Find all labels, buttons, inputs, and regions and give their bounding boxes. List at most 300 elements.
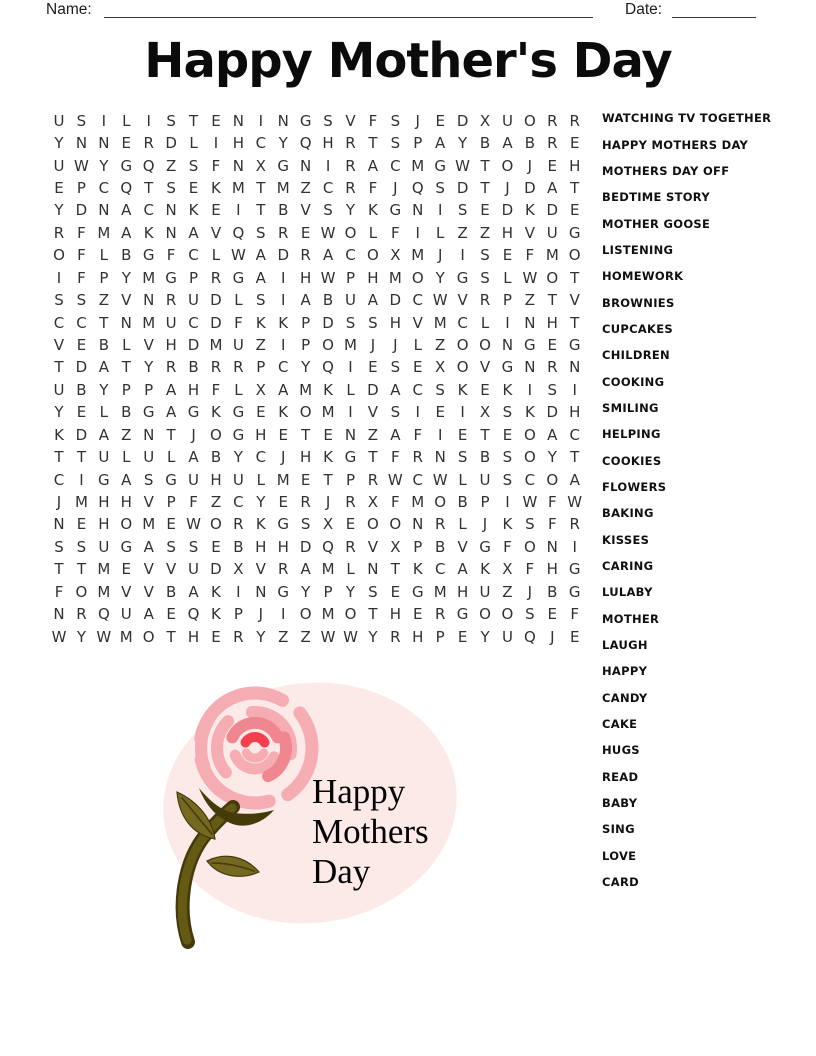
grid-cell: U [120, 605, 132, 624]
grid-cell: Q [232, 223, 245, 242]
grid-cell: S [390, 358, 401, 377]
grid-cell: N [232, 156, 244, 175]
grid-cell: I [460, 246, 465, 265]
grid-cell: E [211, 111, 221, 130]
grid-cell: H [367, 268, 379, 287]
grid-cell: E [547, 336, 558, 355]
grid-cell: N [546, 537, 558, 556]
grid-cell: Z [300, 627, 311, 646]
grid-cell: N [255, 582, 267, 601]
grid-cell: D [456, 179, 469, 198]
grid-cell: W [186, 515, 201, 534]
rose-caption [312, 772, 429, 892]
grid-cell: L [458, 515, 467, 534]
grid-cell: B [479, 134, 491, 153]
grid-cell: S [390, 134, 401, 153]
grid-cell: O [546, 470, 559, 489]
grid-cell: X [435, 358, 446, 377]
grid-cell: G [568, 560, 581, 579]
grid-cell: K [278, 313, 289, 332]
grid-cell: R [547, 134, 558, 153]
grid-cell: F [503, 537, 512, 556]
word-list-item: COOKING [602, 374, 665, 389]
grid-cell: L [413, 336, 422, 355]
grid-cell: L [99, 403, 109, 422]
grid-cell: I [213, 134, 219, 153]
grid-cell: S [390, 403, 401, 422]
grid-cell: Y [256, 492, 266, 511]
grid-cell: V [210, 223, 222, 242]
grid-cell: Z [165, 156, 177, 175]
grid-cell: V [569, 291, 580, 310]
grid-cell: Z [210, 492, 222, 511]
grid-cell: H [255, 425, 267, 444]
grid-cell: W [432, 291, 448, 310]
grid-cell: A [165, 403, 177, 422]
grid-cell: D [210, 313, 222, 332]
grid-cell: S [345, 313, 356, 332]
grid-cell: G [277, 515, 290, 534]
grid-cell: S [502, 403, 513, 422]
grid-cell: I [348, 403, 353, 422]
grid-cell: W [96, 627, 112, 646]
grid-cell: I [348, 358, 353, 377]
grid-cell: F [189, 492, 198, 511]
grid-cell: C [98, 179, 110, 198]
grid-cell: F [368, 179, 378, 198]
grid-cell: R [434, 515, 446, 534]
grid-cell: G [568, 582, 581, 601]
grid-cell: U [188, 560, 200, 579]
grid-cell: F [547, 515, 557, 534]
grid-cell: L [122, 448, 131, 467]
grid-cell: G [142, 246, 155, 265]
grid-cell: P [301, 336, 311, 355]
grid-cell: L [234, 380, 243, 399]
grid-cell: O [53, 246, 65, 265]
grid-cell: H [569, 156, 581, 175]
grid-cell: T [166, 627, 176, 646]
grid-cell: V [143, 582, 154, 601]
word-list-item: HELPING [602, 427, 661, 442]
grid-cell: Y [54, 403, 64, 422]
grid-cell: J [550, 627, 555, 646]
grid-cell: H [210, 470, 222, 489]
word-list-item: CARD [602, 875, 639, 890]
grid-cell: I [281, 268, 286, 287]
grid-cell: O [299, 403, 312, 422]
grid-cell: J [527, 156, 533, 175]
grid-cell: I [236, 582, 241, 601]
grid-cell: I [460, 403, 465, 422]
grid-cell: A [121, 470, 132, 489]
grid-cell: R [143, 134, 154, 153]
grid-cell: T [99, 313, 109, 332]
grid-cell: H [569, 403, 581, 422]
grid-cell: B [98, 336, 109, 355]
grid-cell: Q [411, 179, 424, 198]
grid-cell: O [322, 336, 334, 355]
grid-cell: R [412, 448, 423, 467]
grid-cell: J [527, 582, 533, 601]
grid-cell: B [121, 403, 132, 422]
grid-cell: B [457, 492, 468, 511]
grid-cell: N [569, 358, 581, 377]
grid-cell: E [502, 425, 513, 444]
grid-cell: P [480, 492, 490, 511]
grid-cell: J [505, 179, 510, 198]
grid-cell: B [547, 582, 558, 601]
grid-cell: P [99, 268, 109, 287]
grid-cell: T [166, 425, 176, 444]
rose-caption-line: Mothers [312, 812, 429, 851]
grid-cell: I [236, 201, 241, 220]
grid-cell: K [323, 380, 333, 399]
grid-cell: P [413, 537, 423, 556]
grid-cell: O [210, 515, 222, 534]
grid-cell: L [122, 336, 131, 355]
grid-cell: F [77, 223, 86, 242]
grid-cell: S [547, 380, 558, 399]
grid-cell: V [255, 560, 266, 579]
grid-cell: S [480, 246, 490, 265]
grid-cell: S [525, 605, 535, 624]
grid-cell: L [480, 313, 490, 332]
grid-cell: E [166, 605, 176, 624]
grid-cell: S [54, 537, 64, 556]
grid-cell: T [54, 448, 64, 467]
grid-cell: N [367, 560, 379, 579]
grid-cell: G [501, 358, 514, 377]
grid-cell: M [411, 246, 425, 265]
word-list-item: MOTHER GOOSE [602, 216, 711, 231]
grid-cell: R [569, 515, 580, 534]
grid-cell: A [188, 582, 199, 601]
grid-cell: E [480, 201, 490, 220]
grid-cell: M [433, 582, 447, 601]
grid-cell: O [523, 448, 536, 467]
grid-cell: I [56, 268, 62, 287]
grid-cell: W [387, 470, 403, 489]
grid-cell: Z [300, 179, 311, 198]
grid-cell: L [458, 470, 467, 489]
grid-cell: D [75, 425, 88, 444]
grid-cell: A [569, 470, 580, 489]
grid-cell: M [231, 179, 245, 198]
word-list-item: BROWNIES [602, 295, 675, 310]
grid-cell: U [188, 291, 200, 310]
grid-cell: S [502, 470, 513, 489]
grid-cell: B [233, 537, 244, 556]
grid-cell: R [345, 537, 356, 556]
grid-cell: D [187, 336, 200, 355]
grid-cell: D [546, 403, 559, 422]
grid-cell: O [210, 425, 222, 444]
grid-cell: Y [435, 268, 445, 287]
grid-cell: S [300, 515, 311, 534]
grid-cell: Y [345, 201, 356, 220]
grid-cell: F [525, 560, 535, 579]
grid-cell: L [234, 291, 243, 310]
grid-cell: U [53, 380, 65, 399]
grid-cell: K [367, 201, 378, 220]
grid-cell: J [370, 336, 376, 355]
grid-cell: O [367, 246, 379, 265]
grid-cell: K [412, 560, 423, 579]
grid-cell: F [166, 246, 176, 265]
grid-cell: N [524, 313, 536, 332]
grid-cell: Y [99, 156, 109, 175]
word-list-item: WATCHING TV TOGETHER [602, 111, 772, 126]
grid-cell: E [413, 358, 423, 377]
grid-cell: E [413, 605, 423, 624]
grid-cell: G [165, 470, 177, 489]
grid-cell: M [97, 582, 111, 601]
grid-cell: D [210, 291, 222, 310]
date-label: Date: [625, 1, 663, 18]
grid-cell: P [345, 268, 356, 287]
grid-cell: N [165, 223, 177, 242]
grid-cell: N [143, 291, 155, 310]
grid-cell: Z [524, 291, 535, 310]
grid-cell: J [325, 492, 331, 511]
grid-cell: A [390, 425, 401, 444]
grid-cell: K [323, 448, 333, 467]
grid-cell: H [187, 627, 200, 646]
grid-cell: C [188, 246, 199, 265]
grid-cell: G [389, 201, 402, 220]
grid-cell: S [435, 380, 445, 399]
word-list-item: CANDY [602, 690, 648, 705]
grid-cell: Y [278, 134, 288, 153]
grid-cell: D [456, 111, 469, 130]
grid-cell: H [389, 605, 401, 624]
grid-cell: E [390, 582, 401, 601]
word-list-item: FLOWERS [602, 479, 667, 494]
grid-cell: Q [120, 179, 133, 198]
grid-cell: S [435, 179, 445, 198]
grid-cell: M [97, 223, 111, 242]
grid-cell: O [344, 223, 357, 242]
grid-cell: T [368, 448, 378, 467]
grid-cell: V [121, 291, 132, 310]
grid-cell: J [258, 605, 264, 624]
grid-cell: A [98, 358, 109, 377]
grid-cell: U [479, 470, 491, 489]
grid-cell: Z [121, 425, 132, 444]
grid-cell: S [256, 223, 266, 242]
grid-cell: N [120, 313, 132, 332]
grid-cell: S [323, 201, 333, 220]
grid-cell: Y [233, 448, 243, 467]
grid-cell: V [143, 336, 154, 355]
grid-cell: A [143, 605, 154, 624]
grid-cell: B [524, 134, 536, 153]
grid-cell: D [546, 201, 559, 220]
grid-cell: M [142, 313, 156, 332]
grid-cell: I [101, 111, 107, 130]
grid-cell: D [75, 358, 88, 377]
grid-cell: L [166, 448, 176, 467]
grid-cell: A [143, 537, 154, 556]
grid-cell: W [455, 156, 471, 175]
grid-cell: O [299, 605, 312, 624]
grid-cell: A [367, 156, 379, 175]
grid-cell: L [436, 223, 445, 242]
grid-cell: O [367, 515, 379, 534]
grid-cell: A [457, 560, 468, 579]
grid-cell: E [166, 515, 176, 534]
grid-cell: R [569, 111, 580, 130]
grid-cell: E [547, 605, 558, 624]
grid-cell: G [524, 336, 536, 355]
grid-cell: C [76, 313, 87, 332]
grid-cell: J [415, 111, 420, 130]
grid-cell: K [143, 223, 154, 242]
grid-cell: H [98, 492, 110, 511]
grid-cell: U [53, 111, 65, 130]
grid-cell: A [547, 425, 558, 444]
grid-cell: R [233, 627, 244, 646]
grid-cell: T [547, 291, 557, 310]
grid-cell: X [390, 537, 401, 556]
grid-cell: E [76, 336, 87, 355]
grid-cell: J [393, 179, 398, 198]
grid-cell: K [211, 605, 221, 624]
word-list-item: LISTENING [602, 242, 674, 257]
grid-cell: I [258, 111, 264, 130]
grid-cell: J [437, 246, 443, 265]
grid-cell: W [343, 627, 358, 646]
grid-cell: F [413, 425, 423, 444]
grid-cell: M [411, 156, 425, 175]
word-list-item: CARING [602, 559, 654, 574]
grid-cell: F [391, 223, 400, 242]
grid-cell: D [277, 246, 289, 265]
grid-cell: K [457, 380, 468, 399]
grid-cell: X [322, 515, 334, 534]
grid-cell: Y [54, 134, 64, 153]
grid-cell: R [233, 358, 244, 377]
grid-cell: W [320, 268, 336, 287]
grid-cell: M [321, 560, 335, 579]
grid-cell: M [545, 246, 559, 265]
grid-cell: I [325, 156, 331, 175]
grid-cell: U [165, 313, 177, 332]
grid-cell: O [479, 336, 491, 355]
grid-cell: T [480, 179, 490, 198]
grid-cell: G [98, 470, 110, 489]
grid-cell: E [345, 515, 356, 534]
grid-cell: H [412, 627, 424, 646]
grid-cell: T [480, 156, 490, 175]
grid-cell: E [480, 380, 490, 399]
grid-cell: U [98, 537, 110, 556]
grid-cell: Q [322, 358, 334, 377]
grid-cell: E [76, 515, 87, 534]
grid-cell: H [277, 537, 289, 556]
grid-cell: D [75, 201, 88, 220]
grid-cell: S [143, 470, 154, 489]
rose-caption-line: Happy [312, 772, 406, 811]
grid-cell: D [524, 179, 536, 198]
grid-cell: B [188, 358, 199, 377]
grid-cell: G [232, 268, 245, 287]
grid-cell: X [502, 560, 513, 579]
grid-cell: U [53, 156, 65, 175]
word-list-item: HAPPY [602, 664, 648, 679]
word-list-item: LAUGH [602, 638, 648, 653]
grid-cell: A [547, 179, 558, 198]
grid-cell: S [188, 156, 199, 175]
grid-cell: T [368, 134, 378, 153]
grid-cell: N [53, 515, 65, 534]
grid-cell: P [166, 492, 176, 511]
grid-cell: M [433, 313, 447, 332]
grid-cell: E [300, 223, 311, 242]
grid-cell: R [233, 515, 244, 534]
grid-cell: X [233, 560, 244, 579]
grid-cell: H [501, 223, 514, 242]
grid-cell: T [54, 358, 64, 377]
grid-cell: C [322, 179, 334, 198]
grid-cell: C [569, 425, 580, 444]
grid-cell: Z [479, 223, 491, 242]
grid-cell: V [143, 560, 154, 579]
grid-cell: H [300, 448, 312, 467]
grid-cell: P [121, 380, 131, 399]
grid-cell: T [256, 179, 266, 198]
grid-cell: E [569, 201, 580, 220]
word-list-item: BEDTIME STORY [602, 190, 710, 205]
grid-cell: T [570, 268, 580, 287]
grid-cell: W [230, 246, 246, 265]
grid-cell: P [435, 627, 445, 646]
grid-cell: T [54, 560, 64, 579]
grid-cell: A [390, 380, 401, 399]
grid-cell: M [321, 403, 335, 422]
grid-cell: E [323, 425, 333, 444]
grid-cell: H [546, 560, 558, 579]
grid-cell: R [547, 358, 558, 377]
grid-cell: N [501, 336, 514, 355]
grid-cell: G [568, 336, 581, 355]
word-list-item: SMILING [602, 400, 659, 415]
grid-cell: L [122, 111, 131, 130]
grid-cell: C [53, 313, 65, 332]
grid-cell: T [188, 111, 199, 130]
grid-cell: F [570, 605, 580, 624]
grid-cell: T [390, 560, 400, 579]
grid-cell: M [74, 492, 88, 511]
grid-cell: J [56, 492, 62, 511]
grid-cell: Z [255, 336, 266, 355]
grid-cell: G [277, 156, 290, 175]
grid-cell: K [54, 425, 64, 444]
grid-cell: T [121, 358, 131, 377]
grid-cell: T [144, 179, 154, 198]
grid-cell: Y [368, 627, 378, 646]
grid-cell: M [209, 336, 223, 355]
grid-cell: G [120, 537, 133, 556]
grid-cell: V [53, 336, 65, 355]
grid-cell: V [121, 582, 132, 601]
grid-cell: B [322, 291, 334, 310]
grid-cell: S [256, 291, 266, 310]
grid-cell: G [456, 268, 469, 287]
grid-cell: C [412, 470, 423, 489]
grid-cell: K [502, 515, 513, 534]
